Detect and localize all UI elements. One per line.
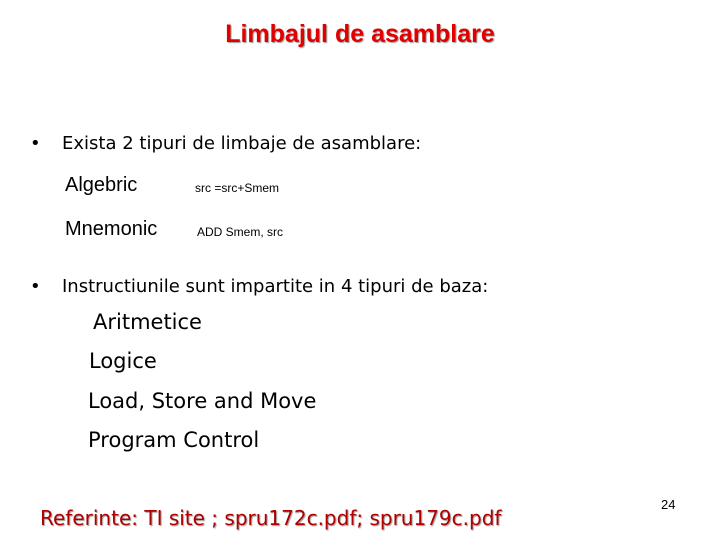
language-name-mnemonic: Mnemonic xyxy=(65,218,158,240)
bullet-icon: • xyxy=(30,276,41,297)
bullet-text: Exista 2 tipuri de limbaje de asamblare: xyxy=(62,133,422,154)
instruction-type-item: Program Control xyxy=(88,428,260,452)
page-number: 24 xyxy=(661,497,676,512)
language-example-mnemonic: ADD Smem, src xyxy=(197,225,284,239)
instruction-type-item: Load, Store and Move xyxy=(88,389,317,413)
bullet-item-assembly-types xyxy=(30,133,421,154)
language-example-algebric: src =src+Smem xyxy=(195,181,280,195)
slide-title: Limbajul de asamblare xyxy=(225,20,495,48)
bullet-icon: • xyxy=(30,133,41,154)
instruction-type-item: Logice xyxy=(89,349,157,373)
instruction-type-item: Aritmetice xyxy=(93,310,202,334)
bullet-text: Instructiunile sunt impartite in 4 tipuri de baza: xyxy=(62,276,489,297)
language-name-algebric: Algebric xyxy=(65,174,138,196)
references-text: Referinte: TI site ; spru172c.pdf; spru179c.pdf xyxy=(40,506,502,530)
bullet-item-instruction-types xyxy=(30,276,488,297)
